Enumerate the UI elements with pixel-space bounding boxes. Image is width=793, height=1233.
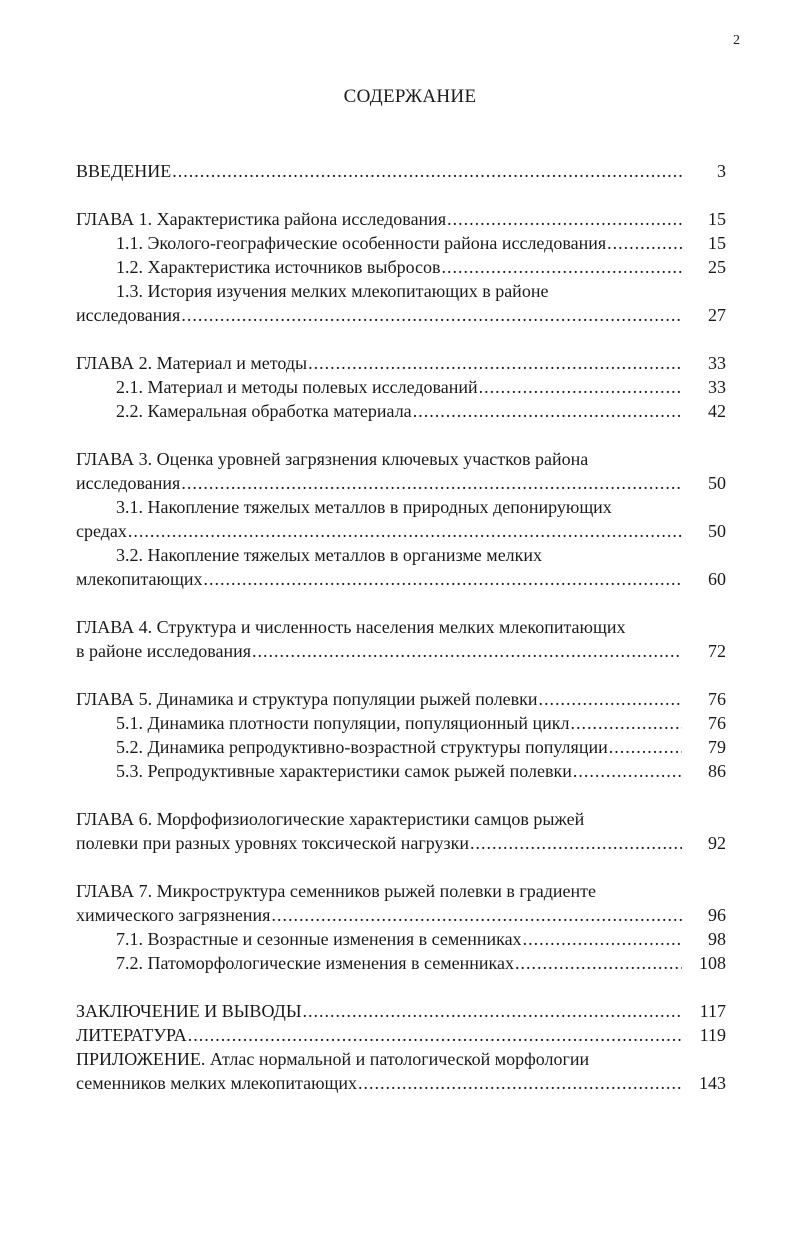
toc-section bbox=[76, 447, 726, 591]
dot-leader bbox=[181, 471, 682, 495]
toc-entry-title: ЗАКЛЮЧЕНИЕ И ВЫВОДЫ bbox=[76, 1001, 302, 1021]
toc-entry-title: исследования bbox=[76, 473, 181, 493]
toc-entry[interactable] bbox=[76, 927, 726, 951]
toc-section bbox=[76, 687, 726, 783]
toc-entry-page: 25 bbox=[708, 257, 726, 277]
dot-leader bbox=[523, 927, 682, 951]
toc-section bbox=[76, 615, 726, 663]
table-of-contents bbox=[76, 159, 726, 1119]
toc-entry-title: 5.3. Репродуктивные характеристики самок рыжей полевки bbox=[116, 761, 572, 781]
dot-leader bbox=[271, 903, 682, 927]
dot-leader bbox=[442, 255, 682, 279]
toc-entry[interactable] bbox=[76, 639, 726, 663]
toc-entry-title: ГЛАВА 2. Материал и методы bbox=[76, 353, 308, 373]
toc-entry-title: 5.2. Динамика репродуктивно-возрастной структуры популяции bbox=[116, 737, 608, 757]
toc-entry-title: 1.1. Эколого-географические особенности района исследования bbox=[116, 233, 607, 253]
toc-entry-title: средах bbox=[76, 521, 127, 541]
toc-entry-page: 92 bbox=[708, 833, 726, 853]
toc-entry-page: 33 bbox=[708, 377, 726, 397]
toc-section bbox=[76, 879, 726, 975]
toc-entry-page: 119 bbox=[699, 1025, 726, 1045]
toc-entry[interactable] bbox=[76, 351, 726, 375]
toc-entry-page: 79 bbox=[708, 737, 726, 757]
toc-entry-page: 33 bbox=[708, 353, 726, 373]
toc-entry-title-line: 3.1. Накопление тяжелых металлов в природных депонирующих bbox=[116, 497, 612, 517]
dot-leader bbox=[358, 1071, 682, 1095]
toc-entry-title-line: 1.3. История изучения мелких млекопитающих в районе bbox=[116, 281, 549, 301]
dot-leader bbox=[308, 351, 682, 375]
toc-entry-page: 98 bbox=[708, 929, 726, 949]
toc-entry-page: 15 bbox=[708, 233, 726, 253]
toc-entry-title-line: ПРИЛОЖЕНИЕ. Атлас нормальной и патологической морфологии bbox=[76, 1049, 590, 1069]
dot-leader bbox=[607, 231, 682, 255]
toc-entry[interactable] bbox=[76, 711, 726, 735]
toc-entry-page: 108 bbox=[699, 953, 726, 973]
toc-section bbox=[76, 159, 726, 183]
toc-entry[interactable] bbox=[76, 303, 726, 327]
toc-entry-title: семенников мелких млекопитающих bbox=[76, 1073, 358, 1093]
dot-leader bbox=[570, 711, 682, 735]
toc-entry-page: 50 bbox=[708, 473, 726, 493]
toc-entry-title: ГЛАВА 5. Динамика и структура популяции рыжей полевки bbox=[76, 689, 538, 709]
toc-entry[interactable] bbox=[76, 231, 726, 255]
toc-entry[interactable] bbox=[76, 831, 726, 855]
toc-entry[interactable] bbox=[76, 951, 726, 975]
toc-entry-title: 1.2. Характеристика источников выбросов bbox=[116, 257, 441, 277]
toc-entry-page: 15 bbox=[708, 209, 726, 229]
page-number: 2 bbox=[733, 33, 740, 48]
toc-entry-page: 76 bbox=[708, 689, 726, 709]
toc-entry-title-line: 3.2. Накопление тяжелых металлов в организме мелких bbox=[116, 545, 543, 565]
toc-entry[interactable] bbox=[76, 759, 726, 783]
toc-entry-title-line: ГЛАВА 6. Морфофизиологические характеристики самцов рыжей bbox=[76, 809, 585, 829]
toc-entry[interactable] bbox=[76, 735, 726, 759]
toc-entry-page: 3 bbox=[717, 161, 726, 181]
dot-leader bbox=[573, 759, 682, 783]
toc-entry-page: 96 bbox=[708, 905, 726, 925]
dot-leader bbox=[447, 207, 682, 231]
toc-entry-title: 2.1. Материал и методы полевых исследований bbox=[116, 377, 478, 397]
toc-section bbox=[76, 807, 726, 855]
toc-entry-title: в районе исследования bbox=[76, 641, 252, 661]
toc-entry-title-line: ГЛАВА 7. Микроструктура семенников рыжей полевки в градиенте bbox=[76, 881, 597, 901]
toc-entry[interactable] bbox=[76, 159, 726, 183]
toc-entry-title: 7.2. Патоморфологические изменения в семенниках bbox=[116, 953, 514, 973]
toc-entry[interactable] bbox=[76, 399, 726, 423]
toc-entry-title-line: ГЛАВА 3. Оценка уровней загрязнения ключевых участков района bbox=[76, 449, 589, 469]
toc-entry-page: 143 bbox=[699, 1073, 726, 1093]
toc-entry[interactable] bbox=[76, 999, 726, 1023]
toc-entry-title: ГЛАВА 1. Характеристика района исследования bbox=[76, 209, 447, 229]
dot-leader bbox=[470, 831, 682, 855]
toc-entry-page: 42 bbox=[708, 401, 726, 421]
dot-leader bbox=[479, 375, 682, 399]
dot-leader bbox=[252, 639, 682, 663]
dot-leader bbox=[539, 687, 682, 711]
toc-entry[interactable] bbox=[76, 1023, 726, 1047]
toc-entry-title: химического загрязнения bbox=[76, 905, 271, 925]
toc-entry-title-line: ГЛАВА 4. Структура и численность населения мелких млекопитающих bbox=[76, 617, 626, 637]
toc-entry-page: 76 bbox=[708, 713, 726, 733]
toc-entry-page: 60 bbox=[708, 569, 726, 589]
toc-entry[interactable] bbox=[76, 375, 726, 399]
toc-entry-page: 50 bbox=[708, 521, 726, 541]
toc-entry-title: ЛИТЕРАТУРА bbox=[76, 1025, 187, 1045]
dot-leader bbox=[303, 999, 682, 1023]
toc-entry[interactable] bbox=[76, 567, 726, 591]
toc-entry-title: полевки при разных уровнях токсической нагрузки bbox=[76, 833, 469, 853]
toc-entry-title: млекопитающих bbox=[76, 569, 203, 589]
toc-entry-title: 2.2. Камеральная обработка материала bbox=[116, 401, 412, 421]
dot-leader bbox=[181, 303, 682, 327]
toc-entry[interactable] bbox=[76, 519, 726, 543]
toc-entry[interactable] bbox=[76, 255, 726, 279]
toc-entry-title: 7.1. Возрастные и сезонные изменения в семенниках bbox=[116, 929, 522, 949]
page-title: СОДЕРЖАНИЕ bbox=[343, 86, 477, 107]
toc-entry-title: 5.1. Динамика плотности популяции, популяционный цикл bbox=[116, 713, 570, 733]
dot-leader bbox=[203, 567, 682, 591]
dot-leader bbox=[609, 735, 682, 759]
toc-entry-page: 86 bbox=[708, 761, 726, 781]
toc-entry-page: 27 bbox=[708, 305, 726, 325]
dot-leader bbox=[172, 159, 682, 183]
toc-entry-title: исследования bbox=[76, 305, 181, 325]
dot-leader bbox=[515, 951, 682, 975]
toc-entry[interactable] bbox=[76, 207, 726, 231]
toc-section bbox=[76, 207, 726, 327]
dot-leader bbox=[188, 1023, 682, 1047]
toc-section bbox=[76, 351, 726, 423]
toc-entry[interactable] bbox=[76, 903, 726, 927]
toc-entry[interactable] bbox=[76, 471, 726, 495]
dot-leader bbox=[128, 519, 682, 543]
toc-section bbox=[76, 999, 726, 1095]
toc-entry-page: 72 bbox=[708, 641, 726, 661]
toc-entry-title: ВВЕДЕНИЕ bbox=[76, 161, 172, 181]
toc-entry[interactable] bbox=[76, 1071, 726, 1095]
toc-entry[interactable] bbox=[76, 687, 726, 711]
toc-entry-page: 117 bbox=[699, 1001, 726, 1021]
dot-leader bbox=[413, 399, 682, 423]
